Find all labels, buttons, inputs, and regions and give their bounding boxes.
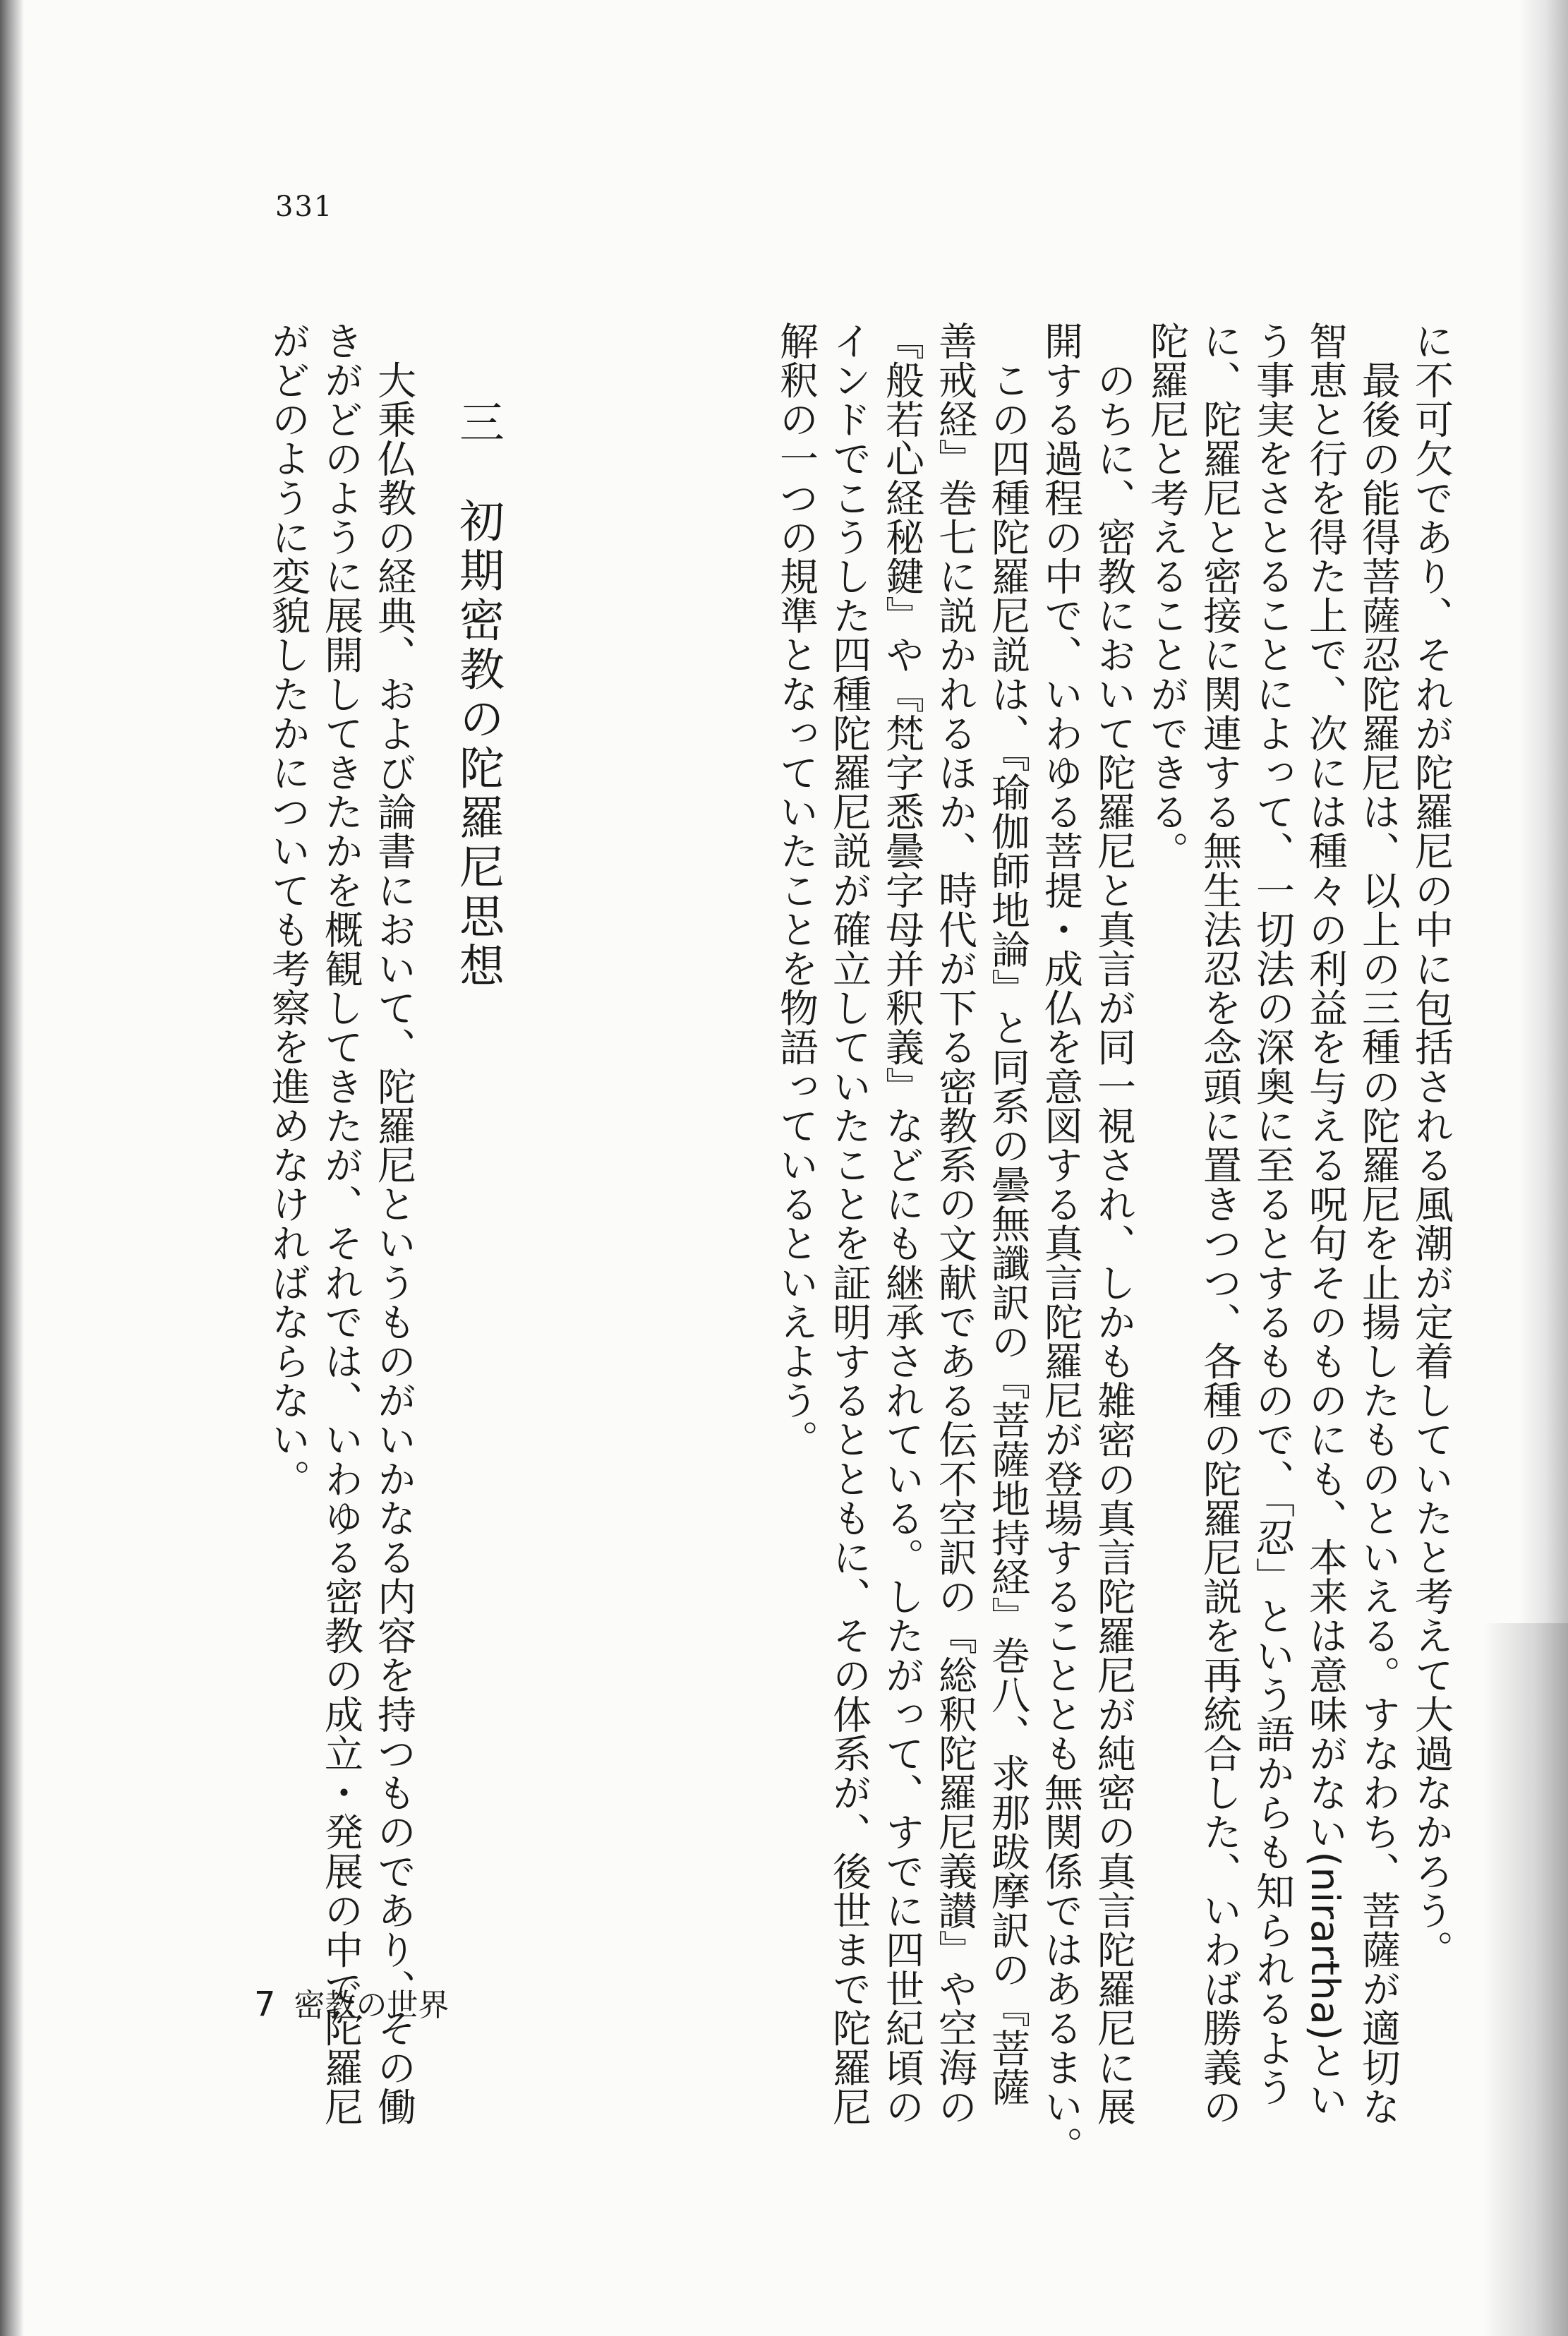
section-heading: 三 初期密教の陀羅尼思想 [452,399,504,992]
text-column: がどのように変貌したかについても考察を進めなければならない。 [265,321,310,1498]
text-column: 『般若心経秘鍵』や『梵字悉曇字母并釈義』などにも継承されている。したがって、すでに四世紀頃の [879,321,924,2126]
text-column: 大乗仏教の経典、および論書において、陀羅尼というものがいかなる内容を持つものであり、その働 [371,321,416,2126]
text-column: きがどのように展開してきたかを概観してきたが、それでは、いわゆる密教の成立・発展の中で陀羅尼 [318,321,363,2126]
scan-shadow-right-lower [1483,1623,1568,2336]
text-column: に不可欠であり、それが陀羅尼の中に包括される風潮が定着していたと考えて大過なかろう。 [1409,321,1454,1970]
text-column: う事実をさとることによって、一切法の深奥に至るとするもので、「忍」という語からも知られるよう [1250,321,1295,2107]
text-column: インドでこうした四種陀羅尼説が確立していたことを証明するとともに、その体系が、後世まで陀羅尼 [826,321,872,2126]
text-column: 善戒経』巻七に説かれるほか、時代が下る密教系の文献である伝不空訳の『総釈陀羅尼義讃』や空海の [932,321,977,2126]
text-column: のちに、密教において陀羅尼と真言が同一視され、しかも雑密の真言陀羅尼が純密の真言陀羅尼に展 [1091,321,1136,2126]
page-footer [254,1980,450,2025]
text-column: に、陀羅尼と密接に関連する無生法忍を念頭に置きつつ、各種の陀羅尼説を再統合した、いわば勝義の [1197,321,1242,2126]
page-number: 331 [275,191,334,223]
chapter-number: 7 [254,1985,276,2024]
text-column: 最後の能得菩薩忍陀羅尼は、以上の三種の陀羅尼を止揚したものといえる。すなわち、菩薩が適切な [1356,321,1401,2126]
text-column: 開する過程の中で、いわゆる菩提・成仏を意図する真言陀羅尼が登場することとも無関係ではあるまい。 [1038,321,1083,2166]
scan-shadow-left [0,0,24,2336]
text-column: 陀羅尼と考えることができる。 [1144,321,1189,871]
text-column: この四種陀羅尼説は、『瑜伽師地論』と同系の曇無讖訳の『菩薩地持経』巻八、求那跋摩訳の『菩薩 [985,321,1030,2107]
text-column: 智恵と行を得た上で、次には種々の利益を与える呪句そのものにも、本来は意味がない(nirartha)とい [1303,321,1348,2119]
book-title: 密教の世界 [294,1987,450,2023]
text-column: 解釈の一つの規準となっていたことを物語っているといえよう。 [773,321,819,1459]
